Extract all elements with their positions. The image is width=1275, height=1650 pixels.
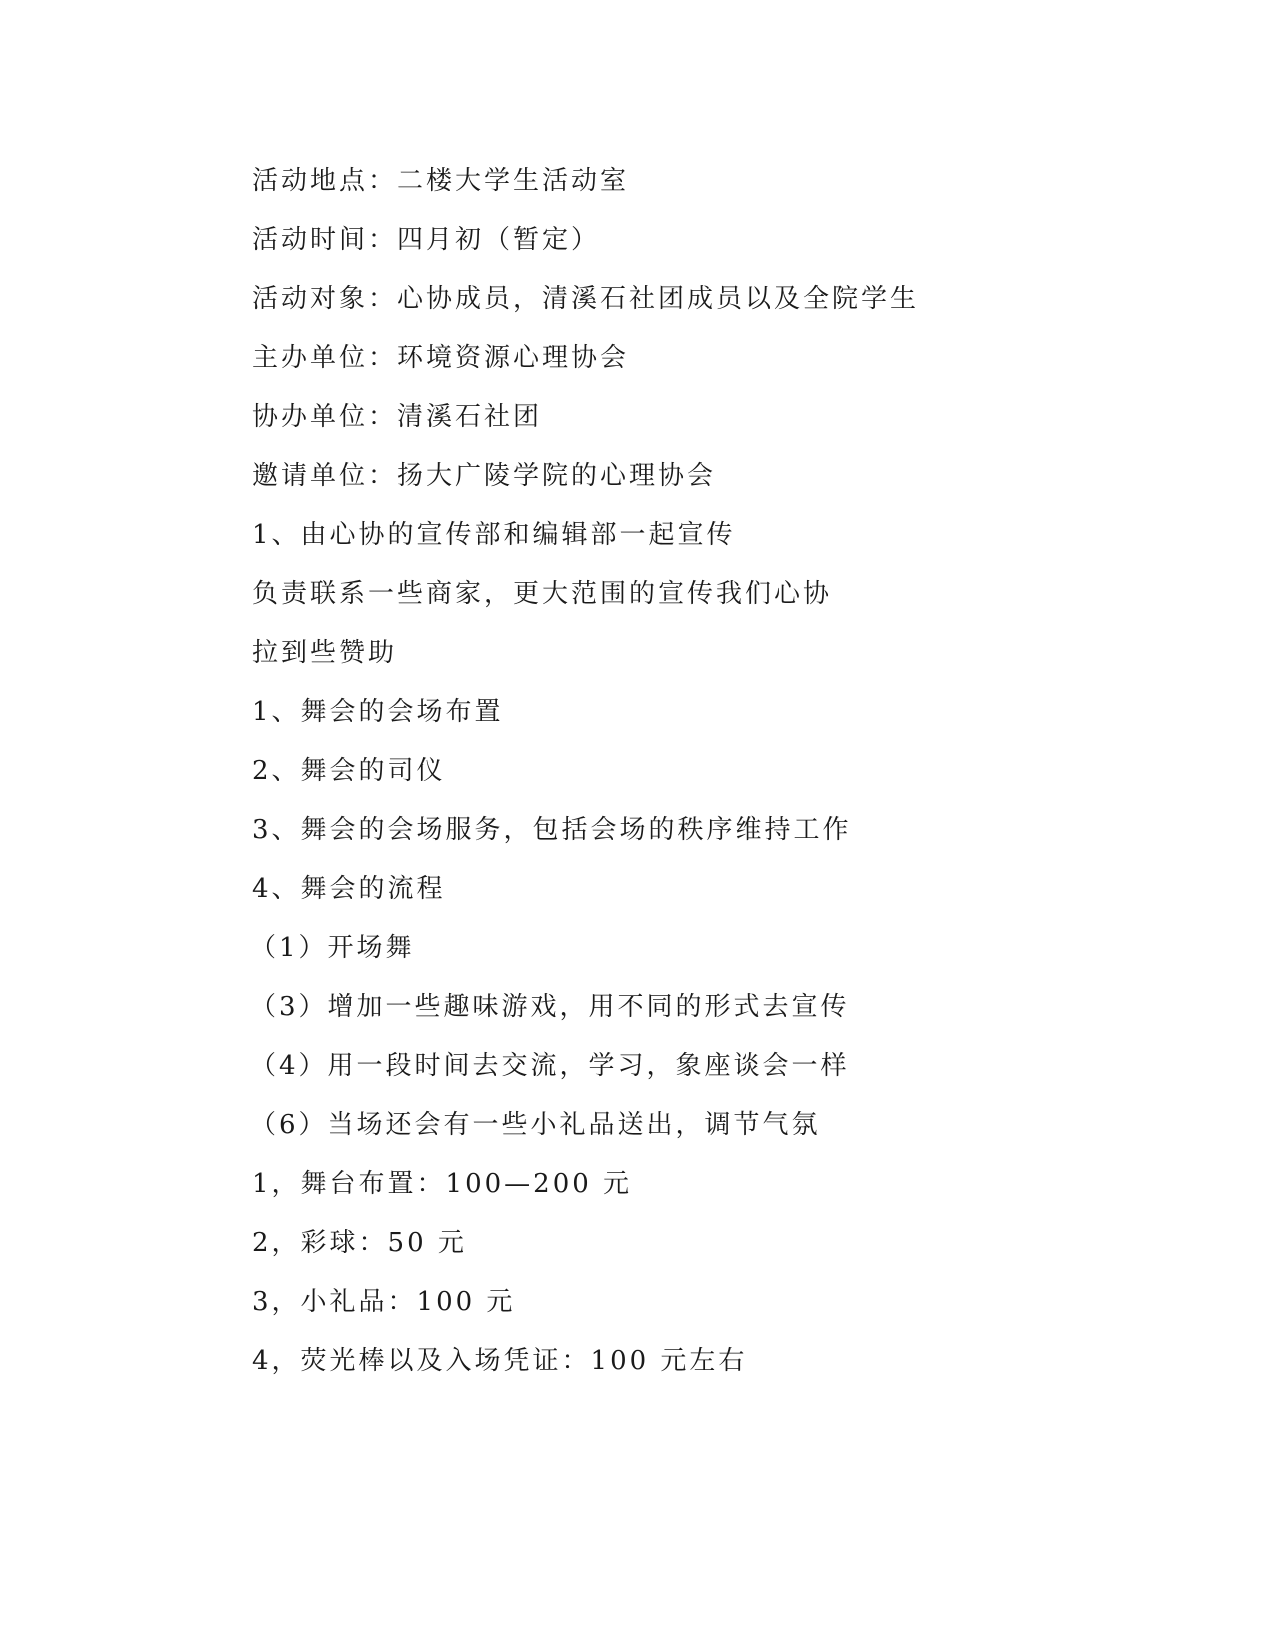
budget-gifts-line: 3，小礼品：100 元 [252, 1287, 516, 1317]
process-step-6: （6）当场还会有一些小礼品送出，调节气氛 [250, 1110, 821, 1140]
sponsorship-line: 拉到些赞助 [252, 638, 398, 668]
contact-merchants-line: 负责联系一些商家，更大范围的宣传我们心协 [252, 579, 833, 609]
document-body [252, 158, 1072, 1397]
venue-line: 活动地点：二楼大学生活动室 [252, 166, 630, 196]
organizer-line: 主办单位：环境资源心理协会 [252, 343, 630, 373]
publicity-line: 1、由心协的宣传部和编辑部一起宣传 [252, 520, 736, 550]
venue-service-line: 3、舞会的会场服务，包括会场的秩序维持工作 [252, 815, 852, 845]
process-step-4: （4）用一段时间去交流，学习，象座谈会一样 [250, 1051, 850, 1081]
co-organizer-line: 协办单位：清溪石社团 [252, 402, 543, 432]
process-line: 4、舞会的流程 [252, 874, 446, 904]
venue-setup-line: 1、舞会的会场布置 [252, 697, 504, 727]
budget-balloons-line: 2，彩球：50 元 [252, 1228, 467, 1258]
invited-line: 邀请单位：扬大广陵学院的心理协会 [252, 461, 717, 491]
budget-stage-line: 1，舞台布置：100—200 元 [252, 1169, 633, 1199]
host-line: 2、舞会的司仪 [252, 756, 446, 786]
budget-glowsticks-line: 4，荧光棒以及入场凭证：100 元左右 [252, 1346, 748, 1376]
process-step-3: （3）增加一些趣味游戏，用不同的形式去宣传 [250, 992, 850, 1022]
process-step-1: （1）开场舞 [250, 933, 415, 963]
audience-line: 活动对象：心协成员，清溪石社团成员以及全院学生 [252, 284, 920, 314]
time-line: 活动时间：四月初（暂定） [252, 225, 601, 255]
